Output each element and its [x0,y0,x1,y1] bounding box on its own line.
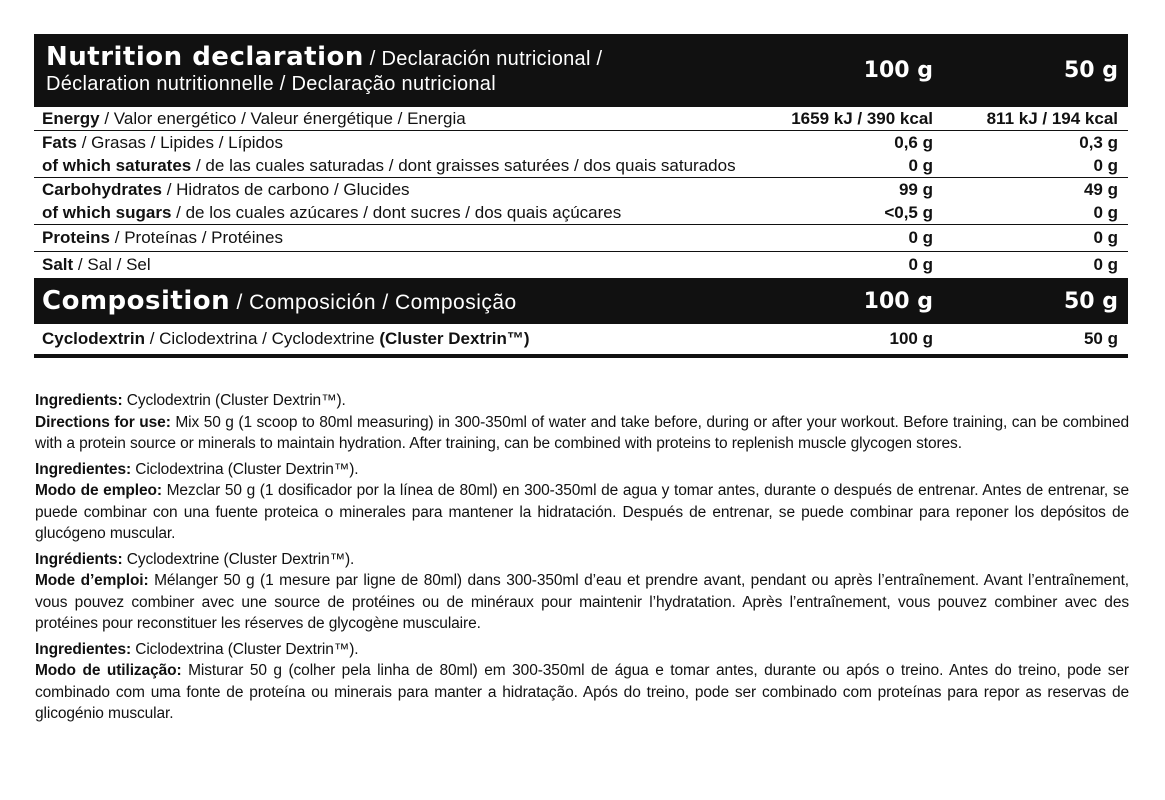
col-header-100g: 100 g [863,288,933,314]
value-100g: 100 g [889,329,933,348]
value-100g: 0 g [908,156,933,175]
col-header-100g: 100 g [863,58,933,83]
nutrition-panel [34,34,1128,358]
instructions-fr: Ingrédients: Cyclodextrine (Cluster Dextrin™). Mode d’emploi: Mélanger 50 g (1 mesure par ligne de 80ml) dans 300-350ml d’eau et prendre avant, pendant ou après l’entraînement. Avant l’entraînement, vous pouvez combiner avec une source de protéines ou de minéraux pour maintenir l’hydratation. Après l’entraînement, vous pouvez combiner avec des protéines pour reconstituer les réserves de glycogène musculaire. [35,550,1129,632]
value-100g: 0 g [908,255,933,274]
divider [34,354,1128,358]
nutrition-title: Nutrition declaration / Declaración nutricional / Déclaration nutritionnelle / Declaração nutricional [46,41,603,95]
instructions-pt: Ingredientes: Ciclodextrina (Cluster Dextrin™). Modo de utilização: Misturar 50 g (colher pela linha de 80ml) em 300-350ml de água e tomar antes, durante ou após o treino. Antes do treino, pode ser combinado com uma fonte de proteína ou minerais para manter a hidratação. Após do treino, pode ser combinado com proteínas para repor as reservas de glicogénio muscular. [35,640,1129,722]
table-row-energy: Energy / Valor energético / Valeur énergétique / Energia 1659 kJ / 390 kcal 811 kJ / 194 kcal [34,107,1128,131]
nutrition-header [34,34,1128,107]
instructions-en: Ingredients: Cyclodextrin (Cluster Dextrin™). Directions for use: Mix 50 g (1 scoop to 80ml measuring) in 300-350ml of water and take before, during or after your workout. Before training, can be combined with a protein source or minerals to maintain hydration. After training, can be combined with proteins to replenish muscle glycogen stores. [35,392,1129,452]
value-100g: <0,5 g [884,203,933,222]
value-100g: 1659 kJ / 390 kcal [791,109,933,128]
value-50g: 0 g [1093,228,1118,247]
composition-header [34,278,1128,324]
value-100g: 0,6 g [894,133,933,152]
value-100g: 99 g [898,180,933,199]
instructions-es: Ingredientes: Ciclodextrina (Cluster Dextrin™). Modo de empleo: Mezclar 50 g (1 dosificador por la línea de 80ml) en 300-350ml de agua y tomar antes, durante o después de entrenar. Antes de entrenar, se puede combinar con una fuente proteica o minerales para mantener la hidratación. Después de entrenar, se puede combinar para reponer los depósitos de glucógeno muscular. [35,460,1129,542]
value-50g: 50 g [1083,329,1118,348]
value-50g: 811 kJ / 194 kcal [986,109,1118,128]
nutrition-title-bold: Nutrition declaration [46,41,364,72]
table-row-salt: Salt / Sal / Sel 0 g 0 g [34,252,1128,278]
value-50g: 0 g [1093,156,1118,175]
table-row-carbohydrates: Carbohydrates / Hidratos de carbono / Glucides 99 g 49 g of which sugars / de los cuales azúcares / dont sucres / dos quais açúcares <0,5 g 0 g [34,178,1128,225]
instructions-block [35,390,1129,729]
value-50g: 49 g [1083,180,1118,199]
value-100g: 0 g [908,228,933,247]
table-row-fats: Fats / Grasas / Lipides / Lípidos 0,6 g 0,3 g of which saturates / de las cuales saturadas / dont graisses saturées / dos quais saturados 0 g 0 g [34,131,1128,178]
col-header-50g: 50 g [1063,288,1118,314]
composition-title: Composition / Composición / Composição [42,286,517,316]
value-50g: 0 g [1093,255,1118,274]
nutrition-title-line2: Déclaration nutritionnelle / Declaração nutricional [46,72,496,95]
value-50g: 0 g [1093,203,1118,222]
value-50g: 0,3 g [1079,133,1118,152]
table-row-cyclodextrin: Cyclodextrin / Ciclodextrina / Cyclodextrine (Cluster Dextrin™) 100 g 50 g [34,324,1128,354]
col-header-50g: 50 g [1063,58,1118,83]
table-row-proteins: Proteins / Proteínas / Protéines 0 g 0 g [34,225,1128,252]
